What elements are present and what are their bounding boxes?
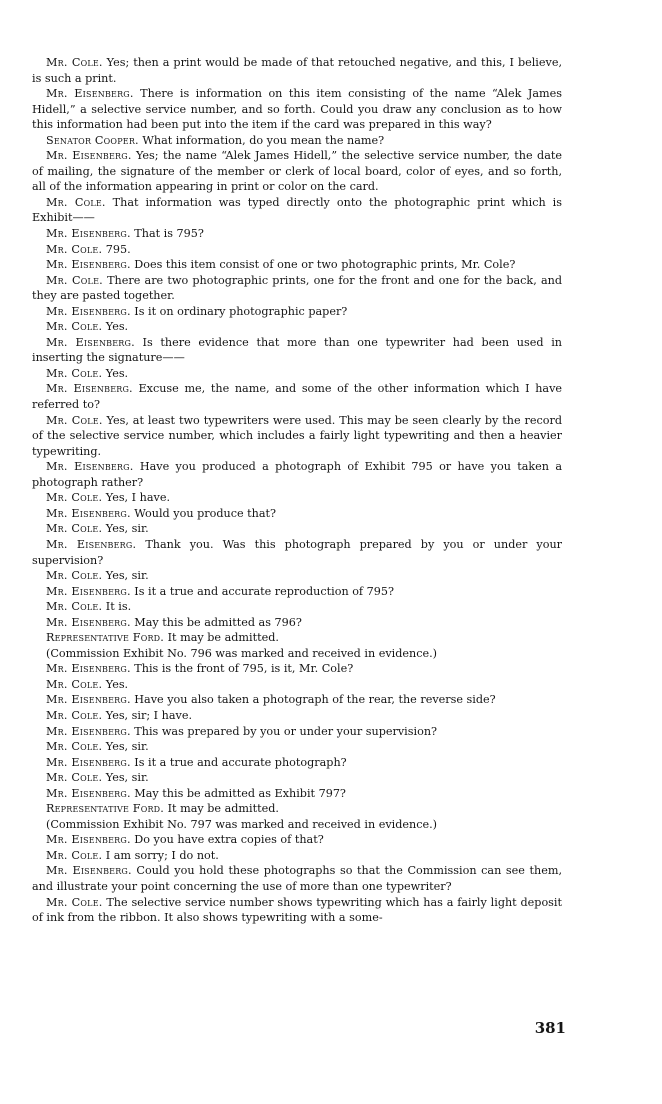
speaker: Mr. Eisenberg. [46, 833, 131, 847]
speaker: Mr. Eisenberg. [46, 460, 134, 474]
paragraph-text: Could you hold these photographs so that the Commission can see them, and illustrate your point concerning the use of more than one typewriter? [32, 864, 563, 893]
paragraph [32, 584, 562, 600]
speaker: Mr. Cole. [46, 677, 103, 691]
speaker: Mr. Eisenberg. [46, 662, 131, 676]
exhibit-note [32, 817, 562, 833]
paragraph [32, 335, 562, 366]
paragraph [32, 708, 562, 724]
paragraph-text: Do you have extra copies of that? [134, 833, 324, 847]
paragraph-text: May this be admitted as 796? [134, 615, 302, 629]
speaker: Mr. Cole. [46, 413, 103, 427]
paragraph [32, 848, 562, 864]
paragraph-text: It may be admitted. [167, 802, 279, 816]
paragraph-text: Is there evidence that more than one typewriter had been used in inserting the signature—— [32, 335, 562, 365]
paragraph [32, 786, 562, 802]
paragraph [32, 55, 562, 86]
speaker: Mr. Cole. [46, 895, 103, 909]
paragraph [32, 770, 562, 786]
speaker: Representative Ford. [46, 631, 165, 645]
paragraph-text: I am sorry; I do not. [105, 848, 219, 862]
speaker: Mr. Cole. [46, 522, 103, 536]
paragraph-text: That information was typed directly onto the photographic print which is Exhibit—— [32, 195, 562, 225]
paragraph-text: Is it on ordinary photographic paper? [134, 304, 348, 318]
paragraph [32, 661, 562, 677]
paragraph [32, 506, 562, 522]
speaker: Mr. Cole. [46, 242, 103, 256]
paragraph [32, 304, 562, 320]
paragraph [32, 863, 562, 894]
paragraph-text: What information, do you mean the name? [142, 133, 385, 147]
paragraph-text: There are two photographic prints, one for the front and one for the back, and they are pasted together. [32, 273, 563, 303]
speaker: Mr. Eisenberg. [46, 537, 137, 551]
paragraph [32, 692, 562, 708]
paragraph [32, 319, 562, 335]
paragraph [32, 381, 562, 412]
exhibit-note [32, 646, 562, 662]
speaker: Mr. Cole. [46, 366, 103, 380]
speaker: Senator Cooper. [46, 133, 139, 147]
paragraph-text: Is it a true and accurate reproduction of 795? [134, 584, 394, 598]
paragraph-text: This was prepared by you or under your supervision? [134, 724, 438, 738]
paragraph [32, 724, 562, 740]
speaker: Mr. Eisenberg. [46, 227, 131, 241]
paragraph [32, 86, 562, 133]
paragraph [32, 148, 562, 195]
paragraph-text: 795. [105, 242, 131, 256]
page-number: 381 [534, 1019, 566, 1037]
paragraph-text: That is 795? [134, 227, 204, 241]
speaker: Mr. Cole. [46, 740, 103, 754]
paragraph-text: Have you produced a photograph of Exhibit 795 or have you taken a photograph rather? [32, 460, 563, 489]
paragraph-text: Yes, I have. [105, 491, 171, 505]
paragraph-text: Excuse me, the name, and some of the other information which I have referred to? [32, 382, 563, 412]
speaker: Mr. Eisenberg. [46, 615, 131, 629]
speaker: Mr. Eisenberg. [46, 755, 131, 769]
paragraph-text: Is it a true and accurate photograph? [134, 755, 347, 769]
paragraph-text: Would you produce that? [134, 506, 277, 520]
speaker: Mr. Eisenberg. [46, 149, 132, 163]
paragraph [32, 459, 562, 490]
speaker: Mr. Cole. [46, 491, 103, 505]
paragraph [32, 521, 562, 537]
speaker: Mr. Eisenberg. [46, 786, 131, 800]
speaker: Mr. Eisenberg. [46, 335, 135, 349]
paragraph [32, 739, 562, 755]
paragraph [32, 490, 562, 506]
paragraph-text: Yes, sir. [105, 522, 149, 536]
speaker: Mr. Eisenberg. [46, 693, 131, 707]
paragraph-text: It may be admitted. [167, 631, 279, 645]
paragraph-text: Have you also taken a photograph of the rear, the reverse side? [134, 693, 496, 707]
speaker: Mr. Cole. [46, 56, 103, 69]
paragraph [32, 568, 562, 584]
paragraph [32, 195, 562, 226]
paragraph [32, 755, 562, 771]
paragraph-text: Yes; then a print would be made of that retouched negative, and this, I believe, is such a print. [32, 56, 562, 85]
speaker: Representative Ford. [46, 802, 165, 816]
speaker: Mr. Eisenberg. [46, 584, 131, 598]
paragraph-text: Yes. [105, 677, 129, 691]
paragraph-text: There is information on this item consisting of the name “Alek James Hidell,” a selective service number, and so forth. Could you draw any conclusion as to how this information had been put into the item if the card was prepared in this way? [32, 87, 562, 132]
paragraph-text: Yes, sir; I have. [105, 708, 193, 722]
paragraph [32, 599, 562, 615]
paragraph-text: (Commission Exhibit No. 796 was marked and received in evidence.) [46, 646, 438, 660]
paragraph [32, 242, 562, 258]
paragraph-text: Yes, at least two typewriters were used. This may be seen clearly by the record of the selective service number, which includes a fairly light typewriting and then a heavier typewriting. [32, 413, 563, 458]
paragraph-text: Thank you. Was this photograph prepared by you or under your supervision? [32, 537, 563, 567]
paragraph-text: It is. [105, 600, 132, 614]
speaker: Mr. Cole. [46, 569, 103, 583]
paragraph [32, 366, 562, 382]
paragraph [32, 801, 562, 817]
paragraph [32, 832, 562, 848]
paragraph-text: This is the front of 795, is it, Mr. Cole? [134, 662, 354, 676]
paragraph-text: Yes, sir. [105, 771, 149, 785]
speaker: Mr. Cole. [46, 320, 103, 334]
speaker: Mr. Cole. [46, 708, 103, 722]
speaker: Mr. Eisenberg. [46, 382, 133, 396]
speaker: Mr. Cole. [46, 600, 103, 614]
paragraph [32, 273, 562, 304]
paragraph-text: Yes, sir. [105, 740, 149, 754]
speaker: Mr. Cole. [46, 195, 106, 209]
speaker: Mr. Eisenberg. [46, 864, 132, 878]
paragraph [32, 677, 562, 693]
paragraph-text: Yes. [105, 320, 129, 334]
paragraph-text: Yes. [105, 366, 129, 380]
paragraph-text: The selective service number shows typewriting which has a fairly light deposit of ink from the ribbon. It also shows typewriting with a some- [32, 895, 562, 925]
speaker: Mr. Eisenberg. [46, 87, 134, 101]
speaker: Mr. Cole. [46, 771, 103, 785]
transcript-body [32, 55, 562, 926]
speaker: Mr. Eisenberg. [46, 506, 131, 520]
paragraph [32, 226, 562, 242]
paragraph [32, 630, 562, 646]
paragraph-text: Yes, sir. [105, 569, 149, 583]
paragraph [32, 133, 562, 149]
paragraph-text: May this be admitted as Exhibit 797? [134, 786, 346, 800]
paragraph [32, 413, 562, 460]
paragraph [32, 537, 562, 568]
paragraph [32, 615, 562, 631]
paragraph-text: (Commission Exhibit No. 797 was marked and received in evidence.) [46, 817, 438, 831]
paragraph-text: Does this item consist of one or two photographic prints, Mr. Cole? [134, 258, 516, 272]
speaker: Mr. Eisenberg. [46, 258, 131, 272]
speaker: Mr. Eisenberg. [46, 304, 131, 318]
paragraph [32, 257, 562, 273]
paragraph-text: Yes; the name “Alek James Hidell,” the selective service number, the date of mailing, the signature of the member or clerk of local board, color of eyes, and so forth, all of the information appearing in print or color on the card. [32, 149, 562, 194]
speaker: Mr. Cole. [46, 848, 103, 862]
speaker: Mr. Cole. [46, 273, 103, 287]
speaker: Mr. Eisenberg. [46, 724, 131, 738]
paragraph [32, 895, 562, 926]
